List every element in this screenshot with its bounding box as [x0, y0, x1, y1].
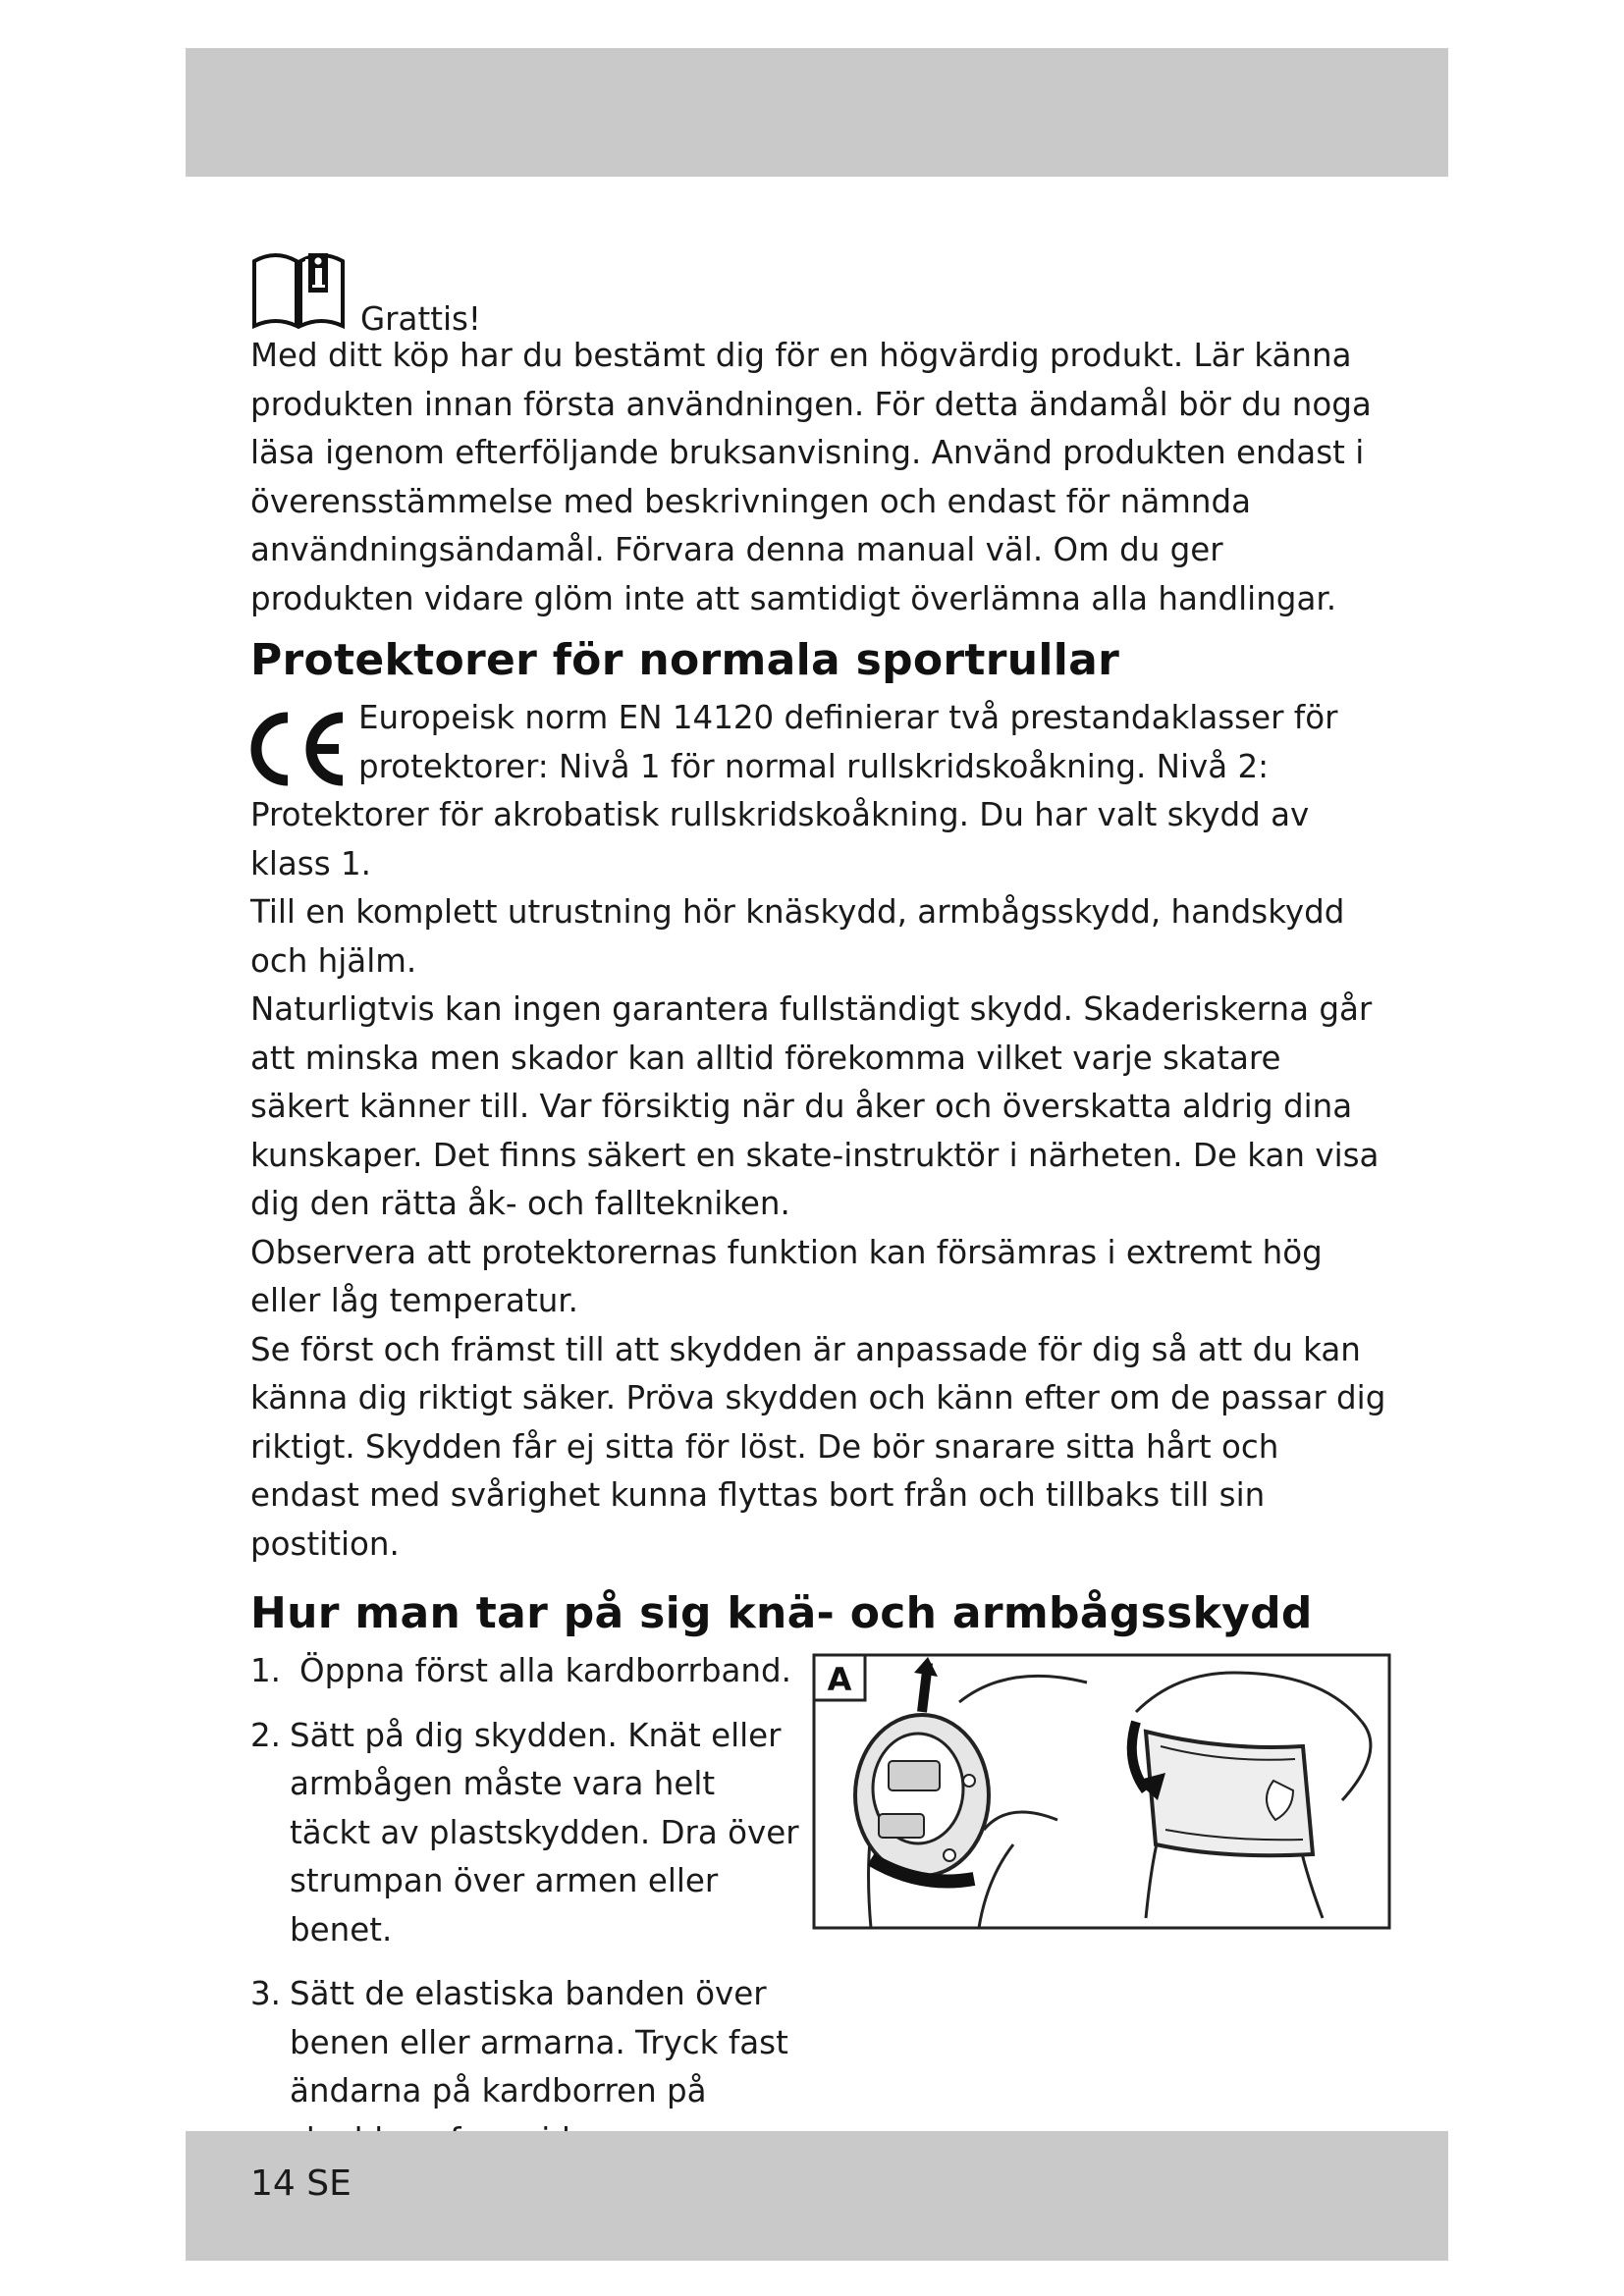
section-heading-how-to: Hur man tar på sig knä- och armbågsskydd [250, 1588, 1313, 1638]
step-text: Sätt på dig skydden. Knät eller armbågen måste vara helt täckt av plastskydden. Dra över strumpan över armen eller benet. [290, 1716, 799, 1949]
header-band [186, 48, 1448, 177]
footer-band [186, 2131, 1448, 2261]
illustration-knee-pad [812, 1653, 1391, 1930]
list-item [250, 1712, 800, 1955]
risk-paragraph: Naturligtvis kan ingen garantera fullständigt skydd. Skaderiskerna går att minska men skador kan alltid förekomma vilket varje skatare säkert känner till. Var försiktig när du åker och överskatta aldrig dina kunskaper. Det finns säkert en skate-instruktör i närheten. De kan visa dig den rätta åk- och falltekniken. [250, 990, 1380, 1222]
steps-area [250, 1647, 1389, 2177]
temperature-paragraph: Observera att protektorernas funktion kan försämras i extremt hög eller låg temperatur. [250, 1233, 1323, 1319]
ce-paragraph-block [250, 694, 1389, 888]
equipment-paragraph: Till en komplett utrustning hör knäskydd, armbågsskydd, handskydd och hjälm. [250, 893, 1345, 980]
page-content [250, 236, 1389, 2177]
steps-list [250, 1647, 800, 2180]
ce-mark-icon [244, 706, 351, 790]
figure-label: A [827, 1661, 852, 1698]
step-number: 1. [250, 1652, 282, 1689]
intro-header [250, 236, 1389, 338]
section-heading-protectors: Protektorer för normala sportrullar [250, 635, 1120, 685]
step-number: 2. [250, 1716, 282, 1754]
greeting: Grattis! [360, 300, 481, 338]
info-book-icon [250, 247, 347, 332]
intro-paragraph: Med ditt köp har du bestämt dig för en högvärdig produkt. Lär känna produkten innan första användningen. För detta ändamål bör du noga läsa igenom efterföljande bruksanvisning. Använd produkten endast i överensstämmelse med beskrivningen och endast för nämnda användningsändamål. Förvara denna manual väl. Om du ger produkten vidare glöm inte att samtidigt överlämna alla handlingar. [250, 337, 1372, 617]
step-text: Öppna först alla kardborrband. [299, 1652, 791, 1689]
list-item [250, 1647, 800, 1696]
norm-paragraph: Europeisk norm EN 14120 definierar två prestandaklasser för protektorer: Nivå 1 för normal rullskridskoåkning. Nivå 2: Protektorer för akrobatisk rullskridskoåkning. Du har valt skydd av klass 1. [250, 699, 1338, 882]
step-text: Sätt de elastiska banden över benen eller armarna. Tryck fast ändarna på kardborren på [290, 1975, 788, 2109]
page-number: 14 SE [250, 2163, 352, 2204]
step-number: 3. [250, 1975, 282, 2012]
fit-paragraph: Se först och främst till att skydden är anpassade för dig så att du kan känna dig riktigt säker. Pröva skydden och känn efter om de passar dig riktigt. Skydden får ej sitta för löst. De bör snarare sitta hårt och endast med svårighet kunna flyttas bort från och tillbaks till sin postition. [250, 1330, 1386, 1563]
